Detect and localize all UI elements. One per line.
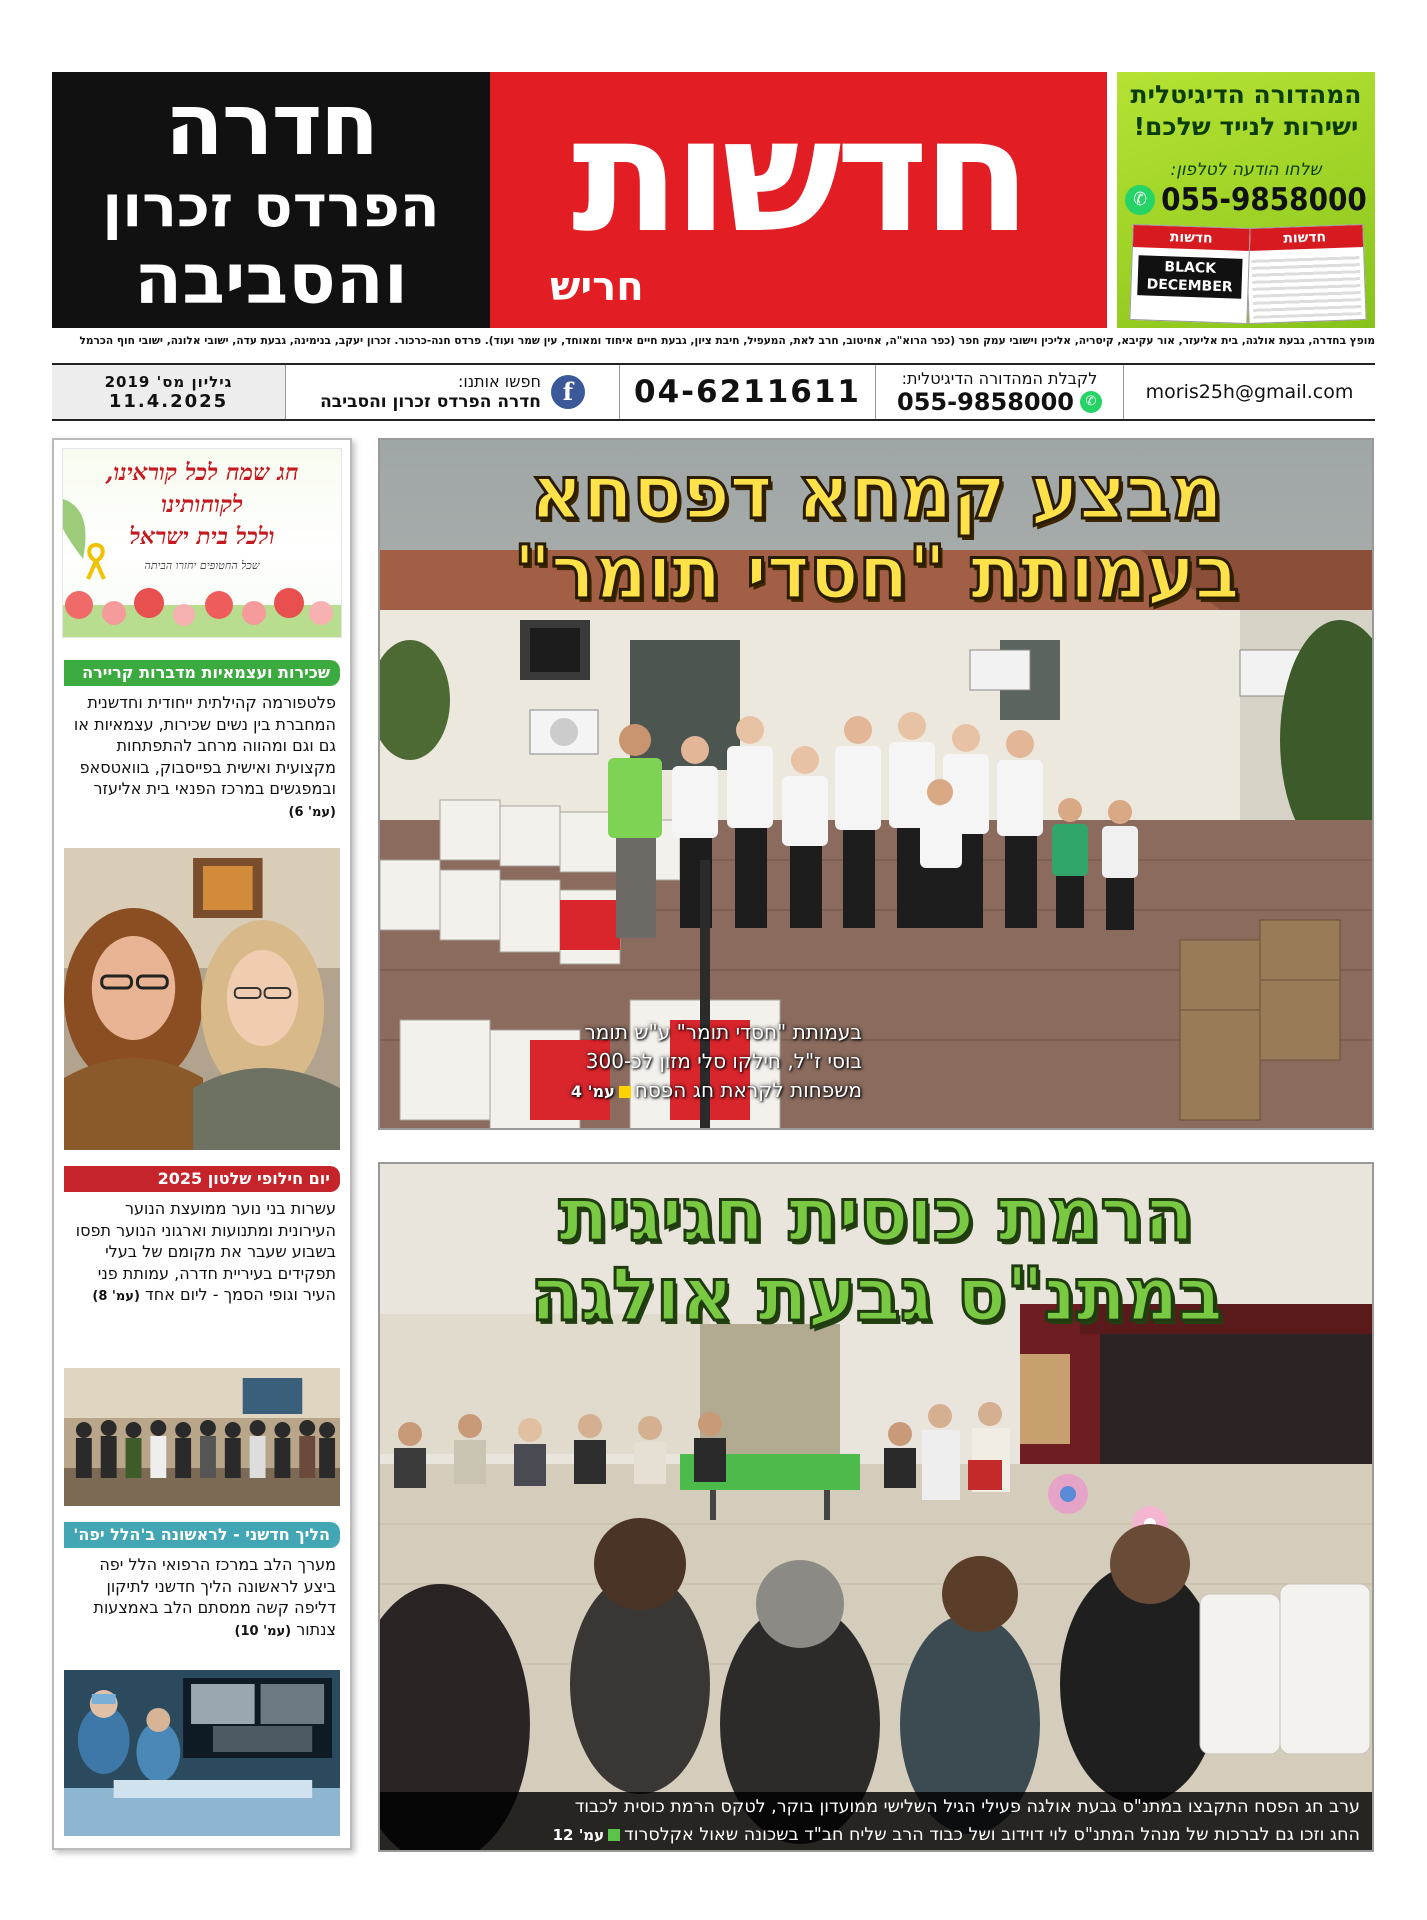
sidebar-story-youth-day[interactable] [64,1166,340,1308]
section-heading: הליך חדשני - לראשונה ב'הלל יפה' [64,1522,340,1548]
office-phone[interactable]: 04-6211611 [619,365,875,419]
ad-instruction: שלחו הודעה לטלפון: [1170,160,1322,180]
facebook-text [320,372,541,412]
logo-title: חדשות [571,84,1026,268]
issue-number: גיליון מס' 2019 [104,372,233,391]
sidebar [52,438,352,1850]
section-heading: יום חילופי שלטון 2025 [64,1166,340,1192]
city-line-3: והסביבה [134,238,408,320]
story-headline-line-2: במתנ"ס גבעת אולגה [529,1252,1223,1338]
caption-line-3: משפחות לקראת חג הפסח [634,1078,862,1102]
ad-subtitle: ישירות לנייד שלכם! [1133,112,1359,141]
page-reference: (עמ' 8) [92,1289,140,1304]
story-summary: מערך הלב במרכז הרפואי הלל יפה ביצע לראשונה הליך חדשני לתיקון דליפה קשה ממסתם הלב באמצעות צנתור [93,1555,336,1639]
facebook-label: חפשו אותנו: [457,372,541,391]
facebook-page-name: חדרה הפרדס זכרון והסביבה [320,392,541,412]
photo-two-women [64,848,340,1150]
digital-phone[interactable] [897,388,1102,416]
sidebar-story-careers[interactable] [64,660,340,823]
page-reference: (עמ' 6) [288,804,336,820]
greeting-line-3: ולכל בית ישראל [129,523,275,550]
caption-line-2: בוסי ז"ל, חילקו סלי מזון לכ-300 [585,1049,862,1073]
digital-phone-number: 055-9858000 [897,387,1074,416]
section-text [64,1548,340,1642]
newspaper-thumbnail [1129,224,1250,324]
bullet-square-icon [619,1086,631,1098]
greeting-line-2: לקוחותינו [161,491,243,518]
newspaper-thumbnail-title: חדשות [1133,225,1250,251]
distribution-towns: מופץ בחדרה, גבעת אולגה, בית אליעזר, אור עקיבא, קיסריה, אליכין וישובי עמק חפר (כפר הרוא"ה, אחיטוב, חרב לאת, המעפיל, חיבת ציון, גבעת חיים איחוד ומאוחד, עין שמר ועוד). פרדס חנה-כרכור. זכרון יעקב, בנימינה, גבעת עדה, ישובי אלונה, ישובי חוף הכרמל [79,335,1375,347]
whatsapp-icon: ✆ [1080,391,1102,413]
page-reference: (עמ' 10) [234,1623,292,1639]
digital-edition-label: לקבלת המהדורה הדיגיטלית: [901,368,1098,388]
caption-line-1: ערב חג הפסח התקבצו במתנ"ס גבעת אולגה פעילי הגיל השלישי ממועדון בוקר, לטקס הרמת כוסית לכבוד [574,1797,1360,1817]
section-heading: שכירות ועצמאיות מדברות קריירה [64,660,340,686]
caption-line-1: בעמותת "חסדי תומר" ע"ש תומר [584,1020,862,1044]
digital-edition-ad[interactable] [1117,72,1375,328]
story-headline-line-1: הרמת כוסית חגיגית [558,1172,1194,1258]
newspaper-thumbnail-body [1251,253,1361,319]
info-bar [52,363,1375,421]
main-story-passover-charity[interactable] [378,438,1374,1130]
newspaper-thumbnail [1245,224,1366,324]
newspaper-thumbnail-title: חדשות [1246,225,1363,251]
sidebar-story-hillel-yaffe[interactable] [64,1522,340,1642]
newspaper-logo[interactable] [490,72,1107,328]
main-story-olga-toast[interactable] [378,1162,1374,1852]
ad-title: המהדורה הדיגיטלית [1130,80,1362,109]
logo-subtitle: חריש [550,264,644,310]
city-line-2: הפרדס זכרון [102,172,440,240]
flowers-decoration [62,565,341,637]
edition-cities [52,72,490,328]
section-text [64,1192,340,1308]
facebook-link[interactable] [285,365,619,419]
story-summary: עשרות בני נוער ממועצת הנוער העירונית ומתנועות וארגוני הנוער תפסו בשבוע שעבר את מקומם של בעלי תפקידים בעיריית חדרה, עמותת פני העיר וגופי הסמך - ליום אחד [75,1199,336,1304]
photo-caption [562,1018,862,1106]
holiday-greeting [62,448,342,638]
caption-line-2-wrap [392,1821,1360,1849]
story-summary: פלטפורמה קהילתית ייחודית וחדשנית המחברת בין נשים שכירות, עצמאיות או גם וגם ומהווה מרחב להתפתחות מקצועית ואישית בפייסבוק, בוואטסאפ ובמפגשים במרכז הפנאי בית אליעזר [73,693,336,798]
story-headline-line-1: מבצע קמחא דפסחא [529,450,1223,536]
page-reference: עמ' 4 [570,1082,615,1101]
bullet-square-icon [608,1829,620,1841]
section-text [64,686,340,823]
photo-youth-group [64,1368,340,1506]
whatsapp-icon: ✆ [1125,185,1155,215]
page-reference: עמ' 12 [552,1826,605,1844]
ad-phone-number: 055-9858000 [1161,182,1367,218]
greeting-line-1: חג שמח לכל קוראינו, [105,459,299,486]
black-december-banner: BLACK DECEMBER [1137,255,1242,299]
photo-cath-lab [64,1670,340,1836]
caption-line-3-wrap [562,1076,862,1106]
facebook-icon: f [551,375,585,409]
city-line-1: חדרה [164,75,378,175]
story-headline-line-2: בעמותת "חסדי תומר" [513,530,1239,616]
digital-edition-contact [875,365,1123,419]
photo-caption [380,1792,1372,1850]
greeting-line-4: שכל החטופים יחזרו הביתה [144,559,260,572]
masthead [52,72,1375,328]
ad-phone [1125,182,1367,218]
issue-date: 11.4.2025 [108,390,229,412]
email-address[interactable]: moris25h@gmail.com [1123,365,1375,419]
issue-info [52,365,285,419]
caption-line-2: החג וזכו גם לברכות של מנהל המתנ"ס לוי דוידוב ושל כבוד הרב שליח חב"ד בשכונה שאול אקלסרוד [624,1825,1360,1845]
